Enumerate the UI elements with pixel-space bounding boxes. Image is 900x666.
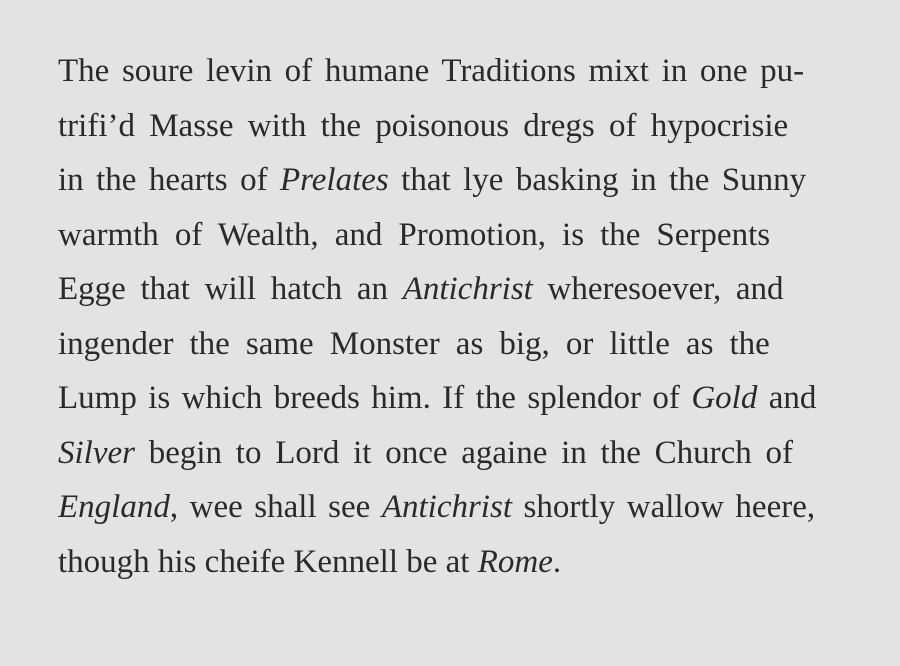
text-segment: wheresoever, and (532, 271, 784, 307)
text-line (58, 426, 848, 481)
text-segment: and (757, 380, 817, 416)
italic-text-segment: Silver (58, 434, 135, 471)
text-line (58, 480, 848, 535)
text-segment: begin to Lord it once againe in the Church of (134, 434, 793, 471)
text-line (58, 153, 848, 208)
text-line (58, 262, 848, 317)
text-segment: shortly wallow heere, (512, 489, 816, 525)
text-line (58, 44, 848, 99)
italic-text-segment: Gold (691, 380, 758, 416)
text-segment: Lump is which breeds him. If the splendor of (58, 380, 692, 416)
text-passage (58, 44, 848, 589)
text-line (58, 99, 848, 154)
text-segment: warmth of Wealth, and Promotion, is the Serpents (58, 216, 771, 253)
text-segment: though his cheife Kennell be at (58, 543, 478, 580)
text-segment: trifi’d Masse with the poisonous dregs of hypocrisie (58, 107, 789, 144)
text-line (58, 208, 848, 263)
text-line (58, 371, 848, 426)
text-line (58, 535, 848, 590)
text-segment: ingender the same Monster as big, or little as the (58, 325, 770, 362)
italic-text-segment: Rome (477, 543, 553, 580)
text-segment: . (552, 543, 562, 580)
text-line (58, 317, 848, 372)
italic-text-segment: England (58, 489, 170, 525)
italic-text-segment: Antichrist (402, 271, 533, 307)
italic-text-segment: Prelates (280, 162, 389, 198)
text-segment: The soure levin of humane Traditions mixt in one pu- (58, 53, 805, 89)
text-segment: Egge that will hatch an (58, 271, 403, 307)
italic-text-segment: Antichrist (381, 489, 512, 525)
text-segment: in the hearts of (58, 162, 280, 198)
text-segment: that lye basking in the Sunny (388, 162, 807, 198)
text-segment: , wee shall see (169, 489, 382, 525)
